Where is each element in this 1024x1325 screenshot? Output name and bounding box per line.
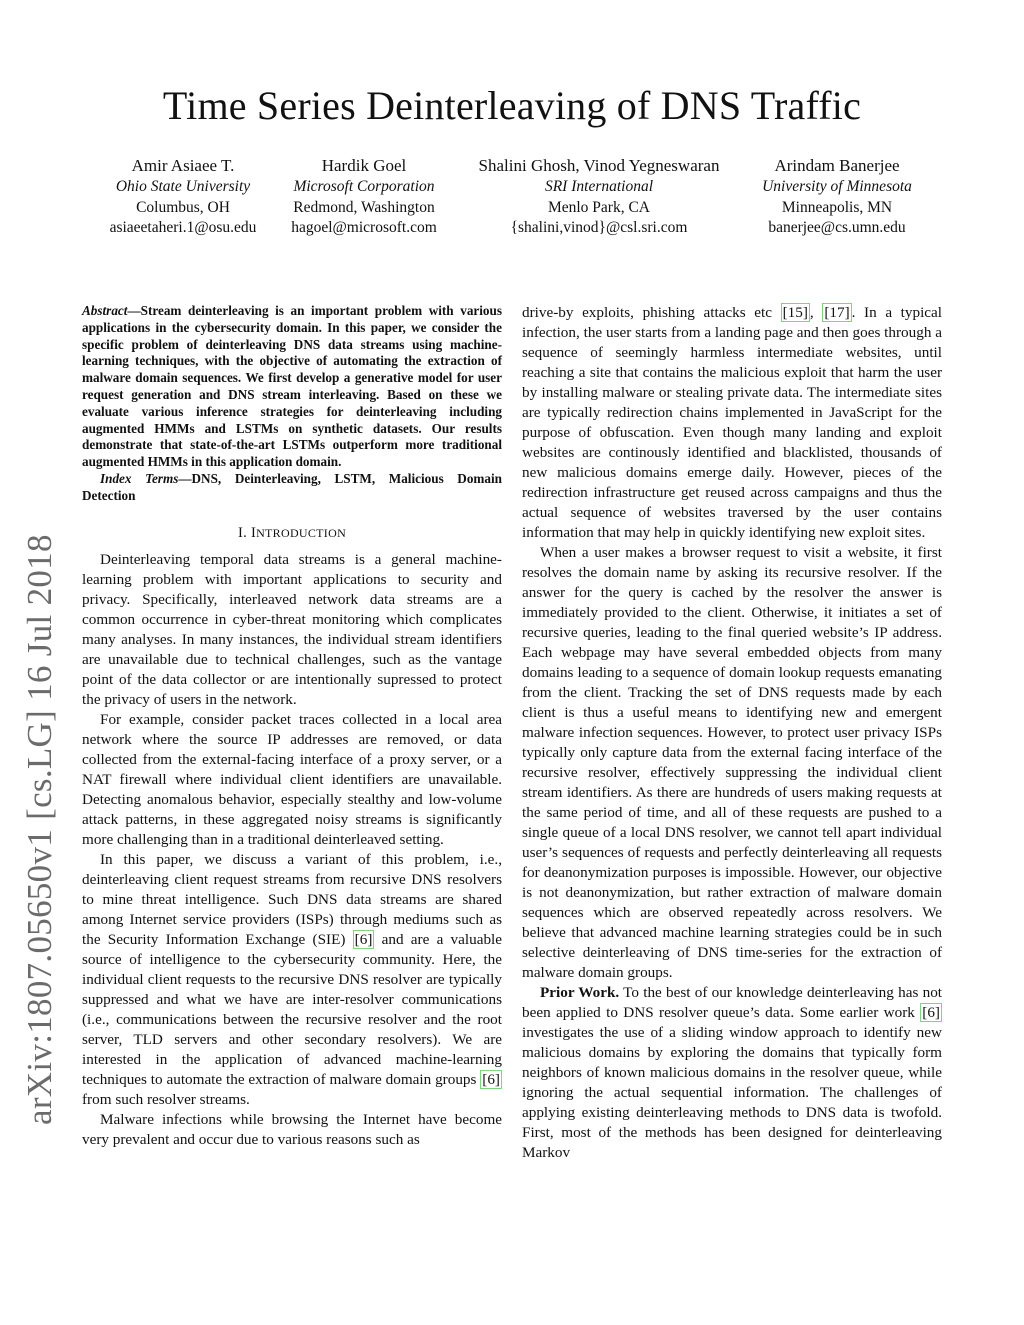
paragraph: When a user makes a browser request to visit a website, it first resolves the domain name by asking its recursive resolver. If the answer for the query is cached by the resolver the answer is immediately provided to the client. Otherwise, it initiates a set of recursive queries, leading to the final queried website’s IP address. Each webpage may have several embedded objects from many domains leading to a sequence of domain lookup requests emanating from the client. Tracking the set of DNS requests made by each client is thus a useful means to identifying new and emergent malware infection sequences. However, to protect user privacy ISPs typically only capture data from the external facing interface of the recursive resolver, effectively suppressing the individual client stream identifiers. As there are hundreds of users making requests at the same period of time, and all of these requests are pushed to a single queue of a local DNS resolver, we cannot tell apart individual user’s sequences of requests and perfectly deinterleaving all requests for deanonymization purposes is impossible. However, our objective is not deanonymization, but rather extraction of malware domain sequences which are observed repeatedly across resolvers. We believe that advanced machine learning strategies could be in such selective deinterleaving of DNS time-series for the extraction of malware domain groups. [522,544,942,981]
author-affiliation: Ohio State University [115,178,251,195]
paragraph [522,983,942,1163]
citation-link[interactable]: [6] [354,930,373,948]
author-name: Shalini Ghosh, Vinod Yegneswaran [478,156,720,175]
section-title-rest: NTRODUCTION [256,525,347,540]
paper-title: Time Series Deinterleaving of DNS Traffic [162,83,862,128]
arxiv-identifier: arXiv:1807.05650v1 [cs.LG] 16 Jul 2018 [20,534,59,1125]
author-affiliation: University of Minnesota [762,178,912,195]
paragraph-text: and are a valuable source of intelligence to the cybersecurity community. Here, the individual client requests to the recursive DNS resolver are typically suppressed and what we have are inter-resolver communications (i.e., communications between the recursive resolver and the root server, TLD servers and other secondary resolvers). We are interested in the application of advanced machine-learning techniques to automate the extraction of malware domain groups [82,930,502,1088]
section-number: I. [237,524,247,541]
index-terms-text: —DNS, Deinterleaving, LSTM, Malicious Domain Detection [82,470,502,503]
author-2 [282,155,446,239]
citation-link[interactable]: [15] [782,304,808,321]
author-name: Hardik Goel [321,156,407,175]
author-location: Minneapolis, MN [781,198,893,216]
citation-link[interactable]: [17] [824,304,850,321]
author-4 [750,155,924,239]
paragraph-text: . In a typical infection, the user starts from a landing page and then goes through a sequence of seemingly harmless intermediate websites, until reaching a site that contains the malicious exploit that harm the user by installing malware or stealing private data. The intermediate sites are typically redirection chains implemented in JavaScript for the purpose of obfuscation. Even though many landing and exploit websites are continously identified and blacklisted, thousands of new malicious domains emerge daily. However, pieces of the redirection infrastructure get reused across campaigns and thus the actual sequence of websites traversed by the user contains information that may help in quickly identifying new exploit sites. [522,304,942,541]
paragraph-text: from such resolver streams. [82,1090,250,1108]
author-location: Menlo Park, CA [547,198,651,216]
index-terms [82,471,502,505]
author-name: Arindam Banerjee [774,156,900,175]
index-terms-label: Index Terms [100,470,179,486]
author-location: Redmond, Washington [293,198,435,216]
paragraph-text: drive-by exploits, phishing attacks etc [522,304,781,321]
paragraph [522,303,942,543]
paragraph: For example, consider packet traces collected in a local area network where the source IP addresses are removed, or data collected from the external-facing interface of a proxy server, or a NAT firewall where individual client identifiers are unavailable. Detecting anomalous behavior, especially stealthy and low-volume attack patterns, in these aggregated noisy streams is significantly more challenging than in a traditional deinterleaved setting. [82,710,502,848]
paragraph-text: investigates the use of a sliding window approach to identify new malicious domains by exploring the domains that typically form neighbors of known malicious domains in the resolver queue, while ignoring the actual sequential information. The challenges of applying existing deinterleaving methods to DNS data is twofold. First, most of the methods has been designed for deinterleaving Markov [522,1024,942,1161]
author-affiliation: SRI International [544,178,654,195]
author-email[interactable]: hagoel@microsoft.com [291,219,437,236]
abstract [82,303,502,471]
right-column [522,303,942,1163]
left-column [82,303,502,1150]
citation-link[interactable]: [6] [482,1070,500,1088]
paragraph-text: , [809,304,823,321]
author-name: Amir Asiaee T. [131,156,235,175]
author-1 [98,155,268,239]
paragraph: Malware infections while browsing the Internet have become very prevalent and occur due to various reasons such as [82,1110,502,1148]
paragraph [82,850,502,1110]
author-3 [462,155,736,239]
author-email[interactable]: banerjee@cs.umn.edu [768,219,906,236]
paragraph: Deinterleaving temporal data streams is a general machine-learning problem with important applications to security and privacy. Specifically, interleaved network data streams are a common occurrence in cyber-threat monitoring which complicates many analyses. In many instances, the individual stream identifiers are unavailable due to technical challenges, such as the vantage point of the data collector or are intentionally supressed to protect the privacy of users in the network. [82,550,502,708]
author-block [0,155,1024,245]
abstract-text: —Stream deinterleaving is an important problem with various applications in the cybersecurity domain. In this paper, we consider the specific problem of deinterleaving DNS data streams using machine-learning techniques, with the objective of automating the extraction of malware domain sequences. We first develop a generative model for user request generation and DNS stream interleaving. Based on these we evaluate various inference strategies for deinterleaving including augmented HMMs and LSTMs on synthetic datasets. Our results demonstrate that state-of-the-art LSTMs outperform more traditional augmented HMMs in this application domain. [82,303,502,470]
paragraph-text: To the best of our knowledge deinterleaving has not been applied to DNS resolver queue’s data. Some earlier work [522,984,943,1021]
paragraph-lead: Prior Work. [540,984,620,1001]
author-email[interactable]: {shalini,vinod}@csl.sri.com [510,219,688,236]
section-heading-introduction [82,525,502,542]
abstract-label: Abstract [82,303,128,318]
citation-link[interactable]: [6] [922,1004,940,1021]
section-title-first: I [250,524,257,541]
author-location: Columbus, OH [136,198,230,216]
author-email[interactable]: asiaeetaheri.1@osu.edu [109,219,257,236]
author-affiliation: Microsoft Corporation [293,178,435,195]
paragraph-text: In this paper, we discuss a variant of this problem, i.e., deinterleaving client request streams from recursive DNS resolvers to mine threat intelligence. Such DNS data streams are shared among Internet service providers (ISPs) through mediums such as the Security Information Exchange (SIE) [82,850,502,948]
